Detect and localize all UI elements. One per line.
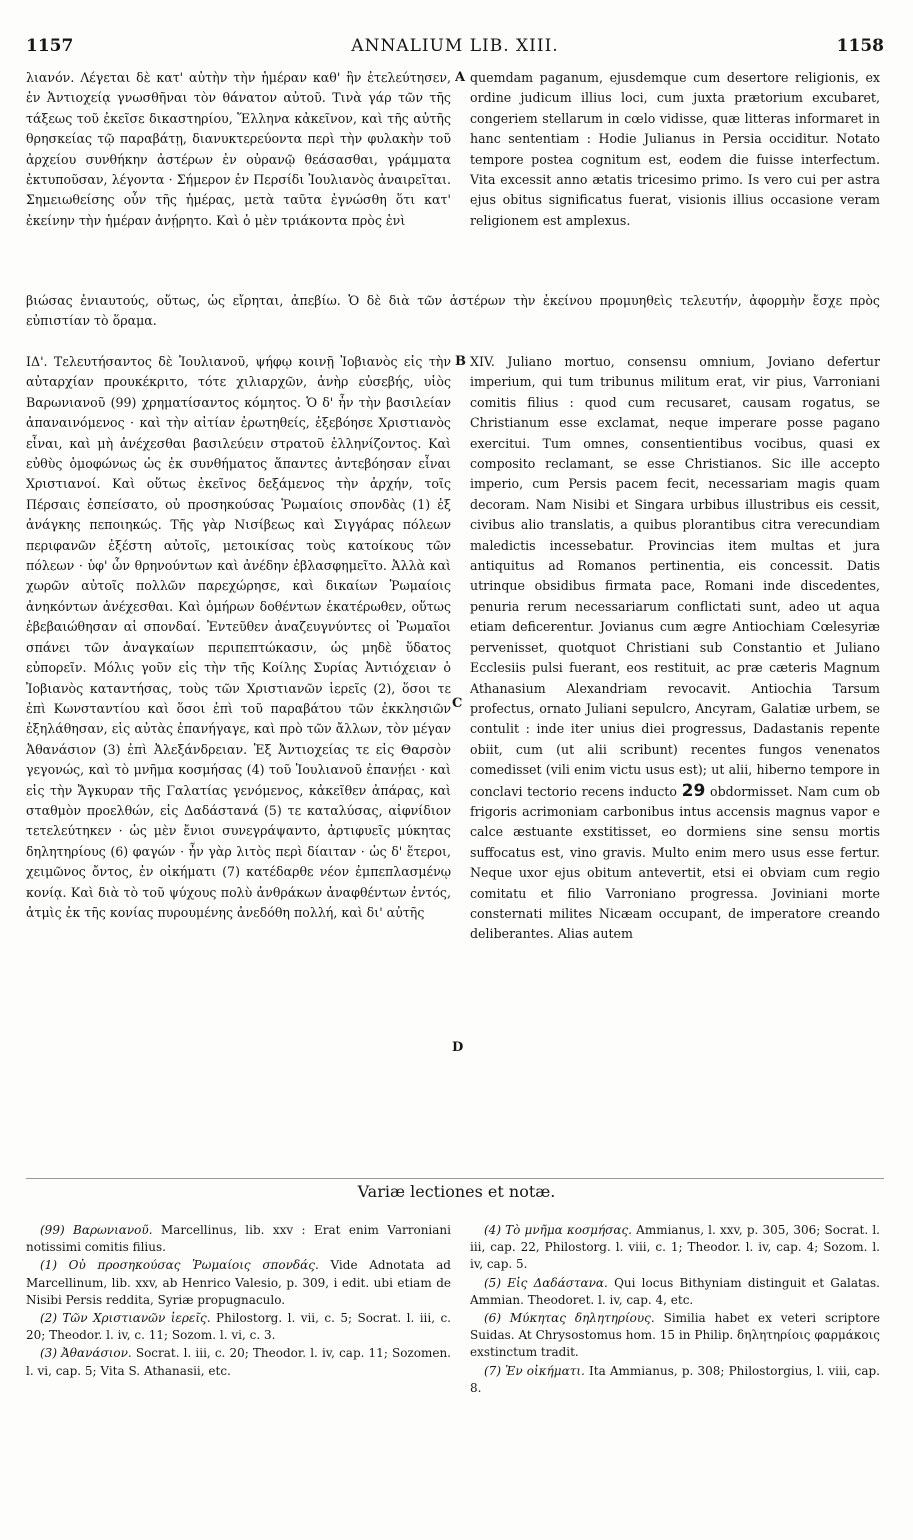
note-text: Similia habet ex veteri scriptore Suidas. At Chrysostomus hom. 15 in Philip. δηλητηρίοις φαρμάκοις exstinctum tradit.: [470, 1311, 880, 1360]
note-lemma: (6) Μύκητας δηλητηρίους.: [484, 1311, 655, 1326]
column-number: 29: [681, 780, 706, 801]
note-text: Qui locus Bithyniam distinguit et Galatas. Ammian. Theodoret. l. iv, cap. 4, etc.: [470, 1275, 880, 1307]
note-item: [470, 1310, 880, 1362]
greek-text-top: λιανόν. Λέγεται δὲ κατ' αὐτὴν τὴν ἡμέραν καθ' ἣν ἐτελεύτησεν, ἐν Ἀντιοχείᾳ γνωσθῆναι τὸν θάνατον αὐτοῦ. Τινὰ γάρ τῶν τῆς τάξεως τοῦ ἐκεῖσε δικαστηρίου, Ἕλληνα κἀκεῖνον, καὶ τῆς αὐτῆς θρησκείας τῷ παραβάτῃ, διανυκτερεύοντα περὶ τὴν φυλακὴν τοῦ ἀρχείου συνθήκην ἀστέρων ἐν οὐρανῷ θεάσασθαι, γράμματα ἐκτυποῦσαν, λέγοντα · Σήμερον ἐν Περσίδι Ἰουλιανὸς ἀναιρεῖται. Σημειωθείσης οὖν τῆς ἡμέρας, μετὰ ταῦτα ἐγνώσθη ὅτι κατ' ἐκείνην τὴν ἡμέραν ἀνῄρητο. Καὶ ὁ μὲν τριάκοντα πρὸς ἑνὶ: [26, 70, 451, 228]
greek-text-wide: βιώσας ἐνιαυτούς, οὕτως, ὡς εἴρηται, ἀπεβίω. Ὁ δὲ διὰ τῶν ἀστέρων τὴν ἐκείνου προμυηθεὶς τελευτήν, ἀφορμὴν ἔσχε πρὸς εὐπιστίαν τὸ ὅραμα.: [26, 293, 880, 329]
notes-divider: [26, 1178, 884, 1179]
note-text: Vide Adnotata ad Marcellinum, lib. xxv, ab Henrico Valesio, p. 309, i edit. ubi etiam de Nisibi Persis reddita, Syriæ propugnaculo.: [26, 1258, 451, 1307]
note-text: Ammianus, l. xxv, p. 305, 306; Socrat. l. iii, cap. 22, Philostorg. l. viii, c. 1; Theodor. l. iv, cap. 4; Sozom. l. iv, cap. 5.: [470, 1223, 880, 1272]
margin-marker-c: C: [452, 696, 463, 711]
note-item: [470, 1275, 880, 1309]
note-item: [26, 1257, 451, 1309]
margin-marker-a: A: [455, 70, 466, 85]
notes-title: Variæ lectiones et notæ.: [357, 1182, 556, 1201]
latin-text-main-body: XIV. Juliano mortuo, consensu omnium, Joviano defertur imperium, qui tum tribunus militum erat, vir pius, Varroniani comitis filius : quod cum recusaret, causam rogatus, se Christianum esse exclamat, neque imperare posse pagano exercitui. Tum omnes, consentientibus vocibus, quasi ex composito reclamant, se esse Christianos. Sic ille accepto imperio, cum Persis pacem fecit, necessariam magis quam decoram. Nam Nisibi et Singara urbibus illustribus eis cessit, civibus alio translatis, a quibus plorantibus citra verecundiam maledictis incessebatur. Provincias item multas et jura antiquitus ad Romanos pertinentia, eis concessit. Datis utrinque obsidibus firmata pace, Romani inde discedentes, penuria rerum necessariarum conflictati sunt, adeo ut aqua etiam deficerentur. Jovianus cum ægre Antiochiam Cœlesyriæ pervenisset, quotquot Christiani sub Constantio et Juliano Ecclesiis pulsi fuerant, eos restituit, ac præ cæteris Magnum Athanasium Alexandriam revocavit. Antiochia Tarsum profectus, ornato Juliani sepulcro, Ancyram, Galatiæ urbem, se contulit : inde iter unius diei progressus, Dadastanis repente obiit, cum (ut alii scribunt) recentes fungos venenatos comedisset (vili enim victu usus est); ut alii, hiberno tempore in conclavi tectorio recens inducto: [470, 354, 880, 799]
note-lemma: (5) Εἰς Δαδάστανα.: [484, 1275, 608, 1290]
latin-text-top: quemdam paganum, ejusdemque cum desertore religionis, ex ordine judicum illius loci, cum juxta prætorium excubaret, congeriem stellarum in cœlo vidisse, quæ litteras informaret in hanc sententiam : Hodie Julianus in Persia occiditur. Notato tempore postea cognitum est, eodem die fuisse interfectum. Vita excessit anno ætatis tricesimo primo. Is vero cui per astra ejus obitus significatus fuerat, visionis illius occasione veram religionem est amplexus.: [470, 70, 880, 228]
note-text: Socrat. l. iii, c. 20; Theodor. l. iv, cap. 11; Sozomen. l. vi, cap. 5; Vita S. Athanasii, etc.: [26, 1346, 451, 1378]
note-item: [470, 1363, 880, 1397]
note-lemma: (1) Οὐ προσηκούσας Ῥωμαίοις σπονδάς.: [40, 1258, 319, 1273]
note-lemma: (3) Ἀθανάσιον.: [40, 1346, 132, 1361]
latin-text-main-tail: obdormisset. Nam cum ob frigoris acrimoniam carbonibus intus accensis magnus vapor e calce æstuante exstitisset, eo dormiens sine sensu mortis suffocatus est, vino gravis. Multo enim mero usus esse fertur. Neque uxor ejus obitum antevertit, etsi ei obviam cum regio comitatu et filio Varroniano progressa. Joviniani morte consternati milites Nicæam occupant, de imperatore creando deliberantes. Alias autem: [470, 783, 880, 942]
note-item: [470, 1222, 880, 1274]
full-width-line: [26, 291, 880, 332]
page-header: [26, 36, 884, 62]
note-text: Ita Ammianus, p. 308; Philostorgius, l. viii, cap. 8.: [470, 1363, 880, 1395]
latin-column-main: [470, 352, 880, 945]
margin-marker-d: D: [452, 1040, 464, 1055]
greek-text-main: ΙΔ'. Τελευτήσαντος δὲ Ἰουλιανοῦ, ψήφῳ κοινῇ Ἰοβιανὸς εἰς τὴν αὐταρχίαν προυκέκριτο, τότε χιλιαρχῶν, ἀνὴρ εὐσεβής, υἱὸς Βαρωνιανοῦ (99) χρηματίσαντος κόμητος. Ὁ δ' ἦν τὴν βασιλείαν ἀπαναινόμενος · καὶ τὴν αἰτίαν ἐρωτηθείς, ἐξεβόησε Χριστιανὸς εἶναι, καὶ μὴ ἀνέχεσθαι βασιλεύειν στρατοῦ ἑλληνίζοντος. Καὶ εὐθὺς ὁμοφώνως ὡς ἐκ συνθήματος ἅπαντες ἀντεβόησαν εἶναι Χριστιανοί. Καὶ οὕτως ἐκεῖνος δεξάμενος τὴν ἀρχήν, τοῖς Πέρσαις ἐσπείσατο, οὐ προσηκούσας Ῥωμαίοις σπονδὰς (1) ἐξ ἀνάγκης πεποιηκώς. Τῆς γὰρ Νισίβεως καὶ Σιγγάρας πόλεων περιφανῶν ἐξέστη αὐτοῖς, μετοικίσας τοὺς κατοίκους τῶν πόλεων · ὑφ' ὧν θρηνούντων καὶ ἀνέδην ἐβλασφημεῖτο. Ἀλλὰ καὶ χωρῶν αὐτοῖς πολλῶν παρεχώρησε, καὶ δικαίων Ῥωμαίοις ἀνηκόντων ἀνέχεσθαι. Καὶ ὁμήρων δοθέντων ἑκατέρωθεν, οὕτως ἐβεβαιώθησαν αἱ σπονδαί. Ἐντεῦθεν ἀναζευγνύντες οἱ Ῥωμαῖοι σπάνει τῶν ἀναγκαίων περιπεπτώκασιν, ὡς μηδὲ ὕδατος εὐπορεῖν. Μόλις γοῦν εἰς τὴν τῆς Κοίλης Συρίας Ἀντιόχειαν ὁ Ἰοβιανὸς καταντήσας, τοὺς τῶν Χριστιανῶν ἱερεῖς (2), ὅσοι τε ἐπὶ Κωνσταντίου καὶ ὅσοι ἐπὶ τοῦ παραβάτου τῶν ἐκκλησιῶν ἐξηλάθησαν, εἰς αὐτὰς ἐπανήγαγε, καὶ πρὸ τῶν ἄλλων, τὸν μέγαν Ἀθανάσιον (3) ἐπὶ Ἀλεξάνδρειαν. Ἐξ Ἀντιοχείας τε εἰς Θαρσὸν γεγονώς, καὶ τὸ μνῆμα κοσμήσας (4) τοῦ Ἰουλιανοῦ ἐπανῄει · καὶ εἰς τὴν Ἄγκυραν τῆς Γαλατίας γενόμενος, κἀκεῖθεν ἀπάρας, καὶ σταθμὸν προελθών, εἰς Δαδάστανά (5) τε καταλύσας, αἰφνίδιον τετελεύτηκεν · ὡς μὲν ἔνιοι συνεγράψαντο, ἀρτιφυεῖς μύκητας δηλητηρίους (6) φαγών · ἦν γὰρ λιτὸς περὶ δίαιταν · ὡς δ' ἕτεροι, χειμῶνος ὄντος, ἐν οἰκήματι (7) κατέδαρθε νέον ἐμπεπλασμένῳ κονίᾳ. Καὶ διὰ τὸ τοῦ ψύχους πολὺ ἀνθράκων ἀναφθέντων ἐντός, ἀτμὶς ἐκ τῆς κονίας πυρουμένης ἀνεδόθη πολλή, καὶ δι' αὐτῆς: [26, 354, 451, 920]
greek-column-top: [26, 68, 451, 231]
note-lemma: (7) Ἐν οἰκήματι.: [484, 1363, 585, 1378]
note-item: [26, 1222, 451, 1256]
greek-column-main: [26, 352, 451, 923]
note-text: Philostorg. l. vii, c. 5; Socrat. l. iii, c. 20; Theodor. l. iv, c. 11; Sozom. l. vi, c. 3.: [26, 1311, 451, 1343]
page-number-right: 1158: [836, 36, 884, 56]
note-item: [26, 1310, 451, 1344]
notes-right-column: [470, 1222, 880, 1398]
running-title: ANNALIUM LIB. XIII.: [351, 36, 559, 56]
note-text: Marcellinus, lib. xxv : Erat enim Varroniani notissimi comitis filius.: [26, 1223, 451, 1255]
margin-marker-b: B: [455, 354, 466, 369]
page-number-left: 1157: [26, 36, 74, 56]
latin-column-top: [470, 68, 880, 231]
note-lemma: (99) Βαρωνιανοῦ.: [40, 1223, 153, 1237]
latin-text-main: [470, 352, 880, 945]
note-lemma: (2) Τῶν Χριστιανῶν ἱερεῖς.: [40, 1311, 211, 1326]
note-item: [26, 1345, 451, 1379]
note-lemma: (4) Τὸ μνῆμα κοσμήσας.: [484, 1223, 632, 1237]
notes-left-column: [26, 1222, 451, 1381]
